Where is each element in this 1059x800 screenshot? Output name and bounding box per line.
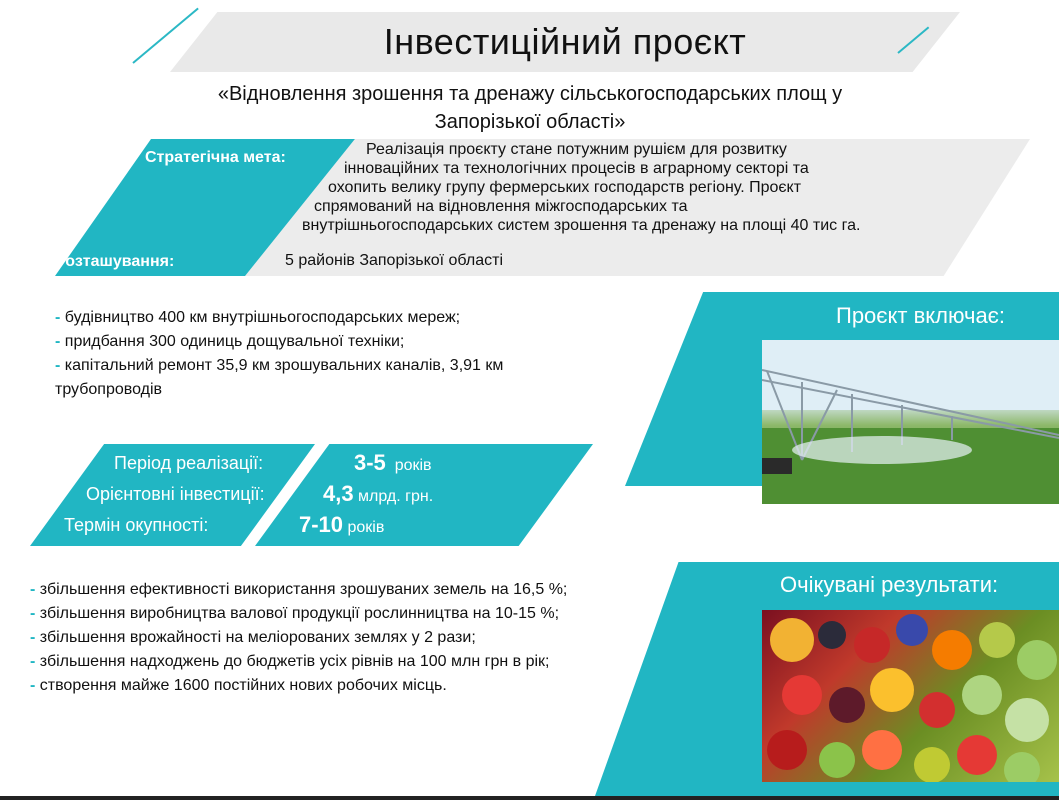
location-value: 5 районів Запорізької області <box>285 252 503 269</box>
payback-label: Термін окупності: <box>64 515 209 535</box>
investment-value: 4,3 млрд. грн. <box>323 481 434 506</box>
list-item: - створення майже 1600 постійних нових робочих місць. <box>30 677 447 694</box>
list-item: - будівництво 400 км внутрішньогосподарських мереж; <box>55 309 461 326</box>
subtitle-line-1: «Відновлення зрошення та дренажу сільськогосподарських площ у <box>217 83 843 105</box>
list-item: - збільшення надходжень до бюджетів усіх рівнів на 100 млн грн в рік; <box>30 653 550 670</box>
fruits-berries-photo <box>762 610 1059 782</box>
results-list <box>30 578 567 698</box>
goal-line: охопить велику групу фермерських господарств регіону. Проєкт <box>328 179 802 196</box>
page-title: Інвестиційний проєкт <box>383 21 747 62</box>
goal-line: спрямований на відновлення міжгосподарських та <box>314 198 688 215</box>
results-title: Очікувані результати: <box>780 572 999 597</box>
list-item: - капітальний ремонт 35,9 км зрошувальних каналів, 3,91 км <box>55 357 504 374</box>
goal-line: інноваційних та технологічних процесів в аграрному секторі та <box>344 160 809 177</box>
list-item: - збільшення врожайності на меліорованих землях у 2 рази; <box>30 629 476 646</box>
period-label: Період реалізації: <box>114 453 264 473</box>
includes-title: Проєкт включає: <box>836 303 1006 328</box>
includes-list <box>55 306 503 402</box>
irrigation-field-photo <box>762 340 1059 504</box>
goal-description <box>300 140 970 235</box>
period-value: 3-5 років <box>354 450 432 475</box>
list-item: - збільшення виробництва валової продукції рослинництва на 10-15 %; <box>30 605 560 622</box>
payback-value: 7-10 років <box>299 512 385 537</box>
project-subtitle <box>150 80 910 136</box>
investment-label: Орієнтовні інвестиції: <box>86 484 265 504</box>
list-item-continuation: трубопроводів <box>55 381 163 398</box>
goal-label: Стратегічна мета: <box>145 149 286 166</box>
goal-line: внутрішньогосподарських систем зрошення та дренажу на площі 40 тис га. <box>302 217 861 234</box>
goal-line: Реалізація проєкту стане потужним рушієм для розвитку <box>366 141 787 158</box>
list-item: - збільшення ефективності використання зрошуваних земель на 16,5 %; <box>30 581 568 598</box>
subtitle-line-2: Запорізької області» <box>434 111 626 133</box>
bottom-divider <box>0 796 1059 800</box>
location-label: Розташування: <box>55 253 175 270</box>
list-item: - придбання 300 одиниць дощувальної техніки; <box>55 333 405 350</box>
